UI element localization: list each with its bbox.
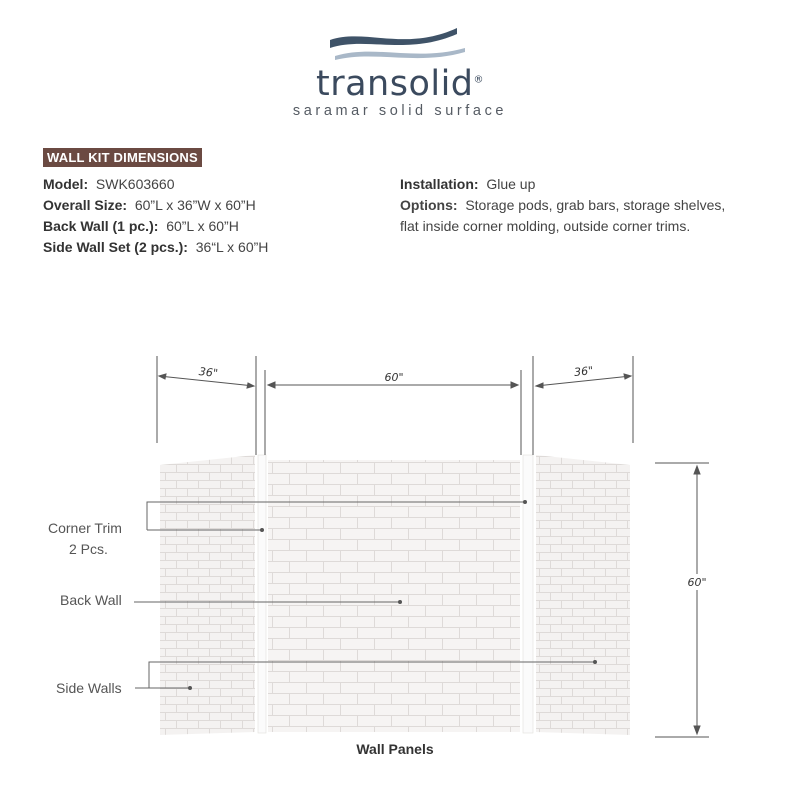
callout-back-wall: Back Wall <box>60 592 122 608</box>
left-corner-trim <box>258 455 266 733</box>
spec-model: Model: SWK603660 <box>43 176 175 192</box>
spec-options: Options: Storage pods, grab bars, storage shelves, flat inside corner molding, outside corner trims. <box>400 197 726 234</box>
dimension-label-back: 60" <box>384 371 404 384</box>
callout-side-walls: Side Walls <box>56 680 122 696</box>
spec-back-wall: Back Wall (1 pc.): 60”L x 60”H <box>43 218 239 234</box>
callout-corner-trim: Corner Trim <box>48 520 122 536</box>
spec-side-wall-set: Side Wall Set (2 pcs.): 36“L x 60”H <box>43 239 269 255</box>
background-grid <box>30 170 740 500</box>
dimension-label-right-side: 36" <box>573 364 594 379</box>
registered-mark: ® <box>473 74 485 86</box>
callout-corner-trim-count: 2 Pcs. <box>69 541 108 557</box>
right-corner-trim <box>523 455 533 733</box>
left-side-wall <box>160 455 255 735</box>
spec-overall-size: Overall Size: 60”L x 36”W x 60”H <box>43 197 256 213</box>
dimension-label-left-side: 36" <box>198 365 219 380</box>
section-heading: WALL KIT DIMENSIONS <box>43 148 202 167</box>
right-side-wall <box>536 455 630 735</box>
dimension-label-height: 60" <box>687 576 707 589</box>
back-wall-panel <box>268 460 520 732</box>
brand-tagline: saramar solid surface <box>292 103 508 119</box>
spec-installation: Installation: Glue up <box>400 176 536 192</box>
brand-name: transolid® <box>315 64 485 104</box>
diagram-caption: Wall Panels <box>356 741 434 757</box>
